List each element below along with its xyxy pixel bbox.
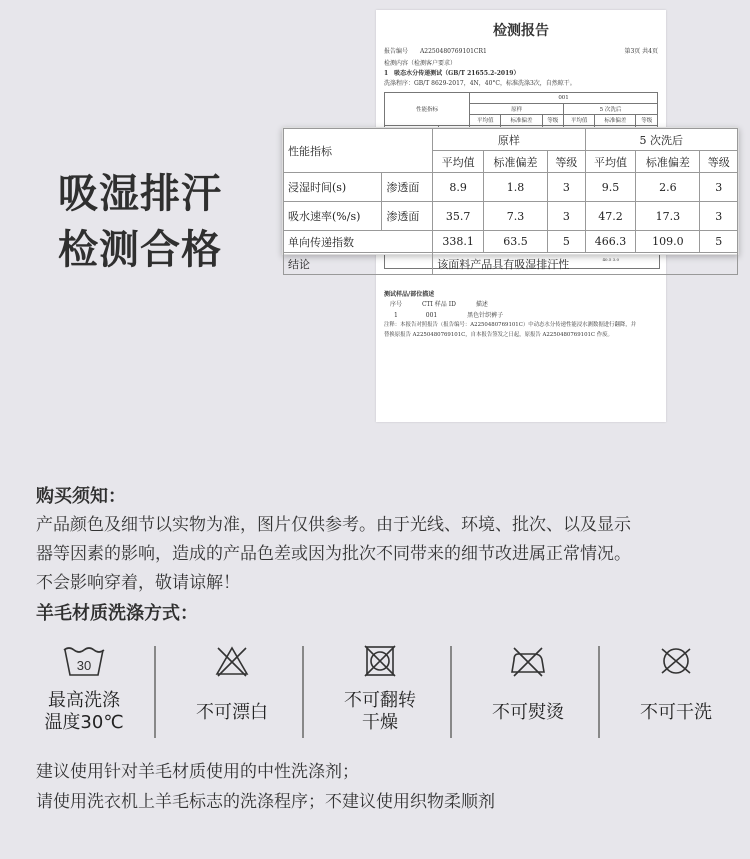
- cell: 9.5: [585, 173, 636, 202]
- cell: 3: [548, 202, 585, 231]
- cell: 1.8: [483, 173, 547, 202]
- care-label-line: 不可干洗: [640, 702, 712, 723]
- column-header: 平均值: [585, 151, 636, 173]
- care-instructions: [10, 640, 750, 740]
- report-content-line: 检测内容（检测客户要求）: [384, 60, 457, 67]
- conclusion-text: 该面料产品具有吸湿排汗性: [433, 253, 738, 275]
- cell: 17.3: [636, 202, 700, 231]
- column-header: 平均值: [433, 151, 484, 173]
- cell: 47.2: [585, 202, 636, 231]
- care-label-line: 不可熨烫: [492, 702, 564, 723]
- care-divider: [450, 646, 452, 738]
- mini-col: 标准偏差: [501, 115, 542, 126]
- mini-original-header: 原样: [470, 104, 564, 115]
- headline-line-2: 检测合格: [58, 227, 222, 273]
- cell: 5: [700, 231, 738, 253]
- indicator-header: 性能指标: [284, 129, 433, 173]
- care-item-tumble-dry: [306, 640, 454, 740]
- report-section-line: 1 吸态水分传递测试（GB/T 21655.2-2019）: [384, 70, 520, 77]
- notice-line: 器等因素的影响，造成的产品色差或因为批次不同带来的细节改进属正常情况。: [36, 544, 631, 564]
- sample-cell: 黑色针织裤子: [467, 312, 504, 319]
- table-row: [284, 231, 738, 253]
- cell: 7.3: [483, 202, 547, 231]
- mini-col: 平均值: [564, 115, 595, 126]
- column-header: 标准偏差: [483, 151, 547, 173]
- no-bleach-icon: [214, 644, 250, 678]
- report-title: 检测报告: [493, 23, 549, 39]
- column-header: 标准偏差: [636, 151, 700, 173]
- wash-temperature-text: 30: [76, 658, 92, 673]
- care-item-bleach: [158, 640, 306, 740]
- mini-indicator-cell: 性能指标: [385, 93, 470, 126]
- sample-header: 序号: [390, 301, 403, 308]
- care-label-line: 干燥: [362, 712, 398, 733]
- advice-line: 建议使用针对羊毛材质使用的中性洗涤剂；: [36, 762, 359, 782]
- column-header: 等级: [548, 151, 585, 173]
- mini-col: 等级: [636, 115, 658, 126]
- mini-col: 标准偏差: [595, 115, 636, 126]
- mini-sample-id: 001: [470, 93, 658, 104]
- care-divider: [598, 646, 600, 738]
- headline-line-1: 吸湿排汗: [58, 171, 222, 217]
- sample-row: [394, 310, 503, 319]
- row-name: 单向传递指数: [284, 231, 433, 253]
- table-row: [284, 202, 738, 231]
- row-face: 渗透面: [382, 202, 433, 231]
- sample-header: 描述: [475, 301, 488, 308]
- cell: 3: [548, 173, 585, 202]
- report-note-2: 替换原报告 A2250480769101C，自本报告签发之日起，原报告 A2250480769101C 作废。: [384, 332, 613, 338]
- row-face: 渗透面: [382, 173, 433, 202]
- sample-cell: 001: [425, 312, 438, 319]
- column-header: 等级: [700, 151, 738, 173]
- cell: 109.0: [636, 231, 700, 253]
- care-label-line: 最高洗涤: [48, 690, 120, 711]
- care-item-iron: [454, 640, 602, 740]
- care-label-line: 不可翻转: [344, 690, 416, 711]
- conclusion-label: 结论: [284, 253, 433, 275]
- wash-30-icon: [62, 644, 106, 678]
- row-name: 吸水速率(%/s): [284, 202, 382, 231]
- report-number-label: 报告编号: [384, 48, 409, 55]
- care-divider: [302, 646, 304, 738]
- no-dry-clean-icon: [658, 644, 694, 678]
- cell: 466.3: [585, 231, 636, 253]
- table-row: [284, 173, 738, 202]
- row-name: 浸湿时间(s): [284, 173, 382, 202]
- cell: 3: [700, 202, 738, 231]
- care-label-line: 不可漂白: [196, 702, 268, 723]
- cell: 63.5: [483, 231, 547, 253]
- mini-footnote: 40.5 3.0: [602, 257, 619, 262]
- sample-header-row: [390, 299, 488, 308]
- no-iron-icon: [508, 644, 548, 678]
- after-wash-header: 5 次洗后: [585, 129, 737, 151]
- mini-col: 等级: [542, 115, 563, 126]
- report-note-1: 注释：本报告对照报告（报告编号：A2250480769101C）中动态水分传递性能浸水测数据进行翻降，并: [384, 322, 637, 328]
- cell: 2.6: [636, 173, 700, 202]
- advice-line: 请使用洗衣机上羊毛标志的洗涤程序；不建议使用织物柔顺剂: [36, 792, 495, 812]
- report-wash-line: 洗涤程序：GB/T 8629-2017，4N，40°C，标准洗涤3次，自然晾干。: [384, 80, 576, 87]
- report-page-info: 第3页 共4页: [624, 48, 658, 55]
- notice-line: 产品颜色及细节以实物为准，图片仅供参考。由于光线、环境、批次、以及显示: [36, 515, 631, 535]
- headline: [58, 166, 222, 278]
- care-item-dry-clean: [602, 640, 750, 740]
- report-number-line: [384, 46, 487, 55]
- cell: 3: [700, 173, 738, 202]
- notice-title: 购买须知：: [36, 486, 126, 507]
- sample-header: CTI 样品 ID: [421, 301, 456, 308]
- cell: 5: [548, 231, 585, 253]
- cell: 8.9: [433, 173, 484, 202]
- original-header: 原样: [433, 129, 585, 151]
- cell: 35.7: [433, 202, 484, 231]
- care-title: 羊毛材质洗涤方式：: [36, 603, 198, 624]
- notice-line: 不会影响穿着，敬请谅解！: [36, 573, 240, 593]
- care-label-line: 温度30℃: [44, 712, 124, 733]
- care-item-wash: [10, 640, 158, 740]
- advice: [36, 757, 495, 817]
- mini-col: 平均值: [470, 115, 501, 126]
- care-divider: [154, 646, 156, 738]
- no-tumble-dry-icon: [362, 644, 398, 678]
- sample-cell: 1: [394, 312, 398, 319]
- sample-title: 测试样品/部位描述: [384, 291, 435, 298]
- mini-after-header: 5 次洗后: [564, 104, 658, 115]
- notice-body: [36, 511, 746, 598]
- report-number: A2250480769101CR1: [419, 48, 487, 55]
- cell: 338.1: [433, 231, 484, 253]
